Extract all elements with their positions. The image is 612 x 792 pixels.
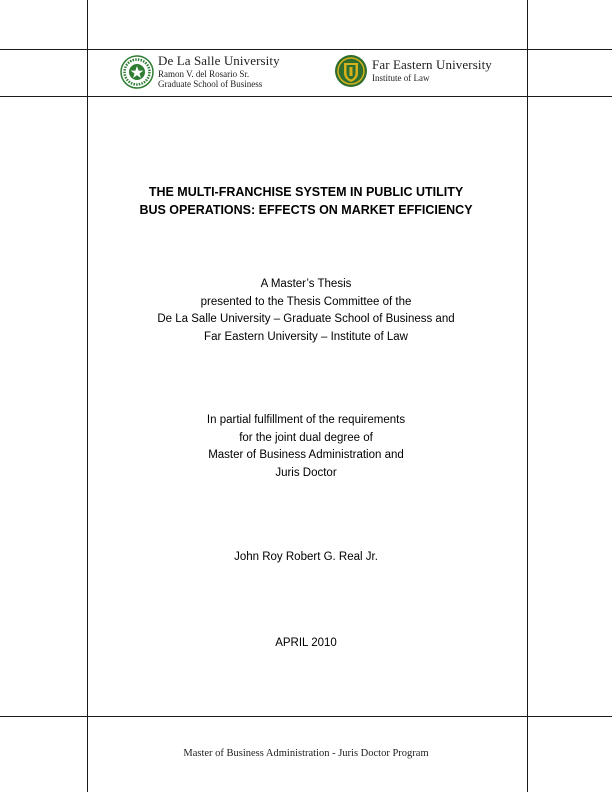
presented-line-2: presented to the Thesis Committee of the: [200, 295, 412, 308]
feu-subtitle: Institute of Law: [372, 73, 430, 84]
header-bottom-line: [0, 96, 612, 97]
title-line-1: THE MULTI-FRANCHISE SYSTEM IN PUBLIC UTILITY: [148, 185, 464, 199]
fulfillment-block: [0, 412, 612, 482]
right-margin-line: [527, 0, 528, 792]
feu-name: Far Eastern University: [372, 57, 492, 73]
dlsu-subtitle-2: Graduate School of Business: [158, 79, 263, 90]
footer-program: Master of Business Administration - Juris Doctor Program: [183, 748, 429, 759]
footer-top-line: [0, 716, 612, 717]
thesis-title: [0, 183, 612, 219]
fulfillment-line-4: Juris Doctor: [275, 466, 337, 479]
feu-logo: [334, 54, 492, 88]
header-top-line: [0, 49, 612, 50]
fulfillment-line-1: In partial fulfillment of the requirements: [206, 414, 406, 426]
presented-line-4: Far Eastern University – Institute of Law: [204, 330, 408, 343]
dlsu-logo: [120, 54, 280, 90]
date-block: [0, 635, 612, 653]
feu-seal-icon: [334, 54, 368, 88]
title-line-2: BUS OPERATIONS: EFFECTS ON MARKET EFFICIENCY: [139, 203, 473, 217]
thesis-date: APRIL 2010: [275, 637, 337, 649]
presented-line-3: De La Salle University – Graduate School of Business and: [157, 313, 455, 325]
dlsu-seal-icon: [120, 55, 154, 89]
fulfillment-line-3: Master of Business Administration and: [208, 449, 404, 461]
dlsu-subtitle-1: Ramon V. del Rosario Sr.: [158, 68, 250, 79]
fulfillment-line-2: for the joint dual degree of: [239, 431, 373, 444]
left-margin-line: [87, 0, 88, 792]
author-name: John Roy Robert G. Real Jr.: [234, 551, 378, 563]
dlsu-name: De La Salle University: [158, 53, 280, 68]
author-block: [0, 549, 612, 567]
presented-line-1: A Master’s Thesis: [260, 278, 352, 290]
presented-block: [0, 276, 612, 346]
